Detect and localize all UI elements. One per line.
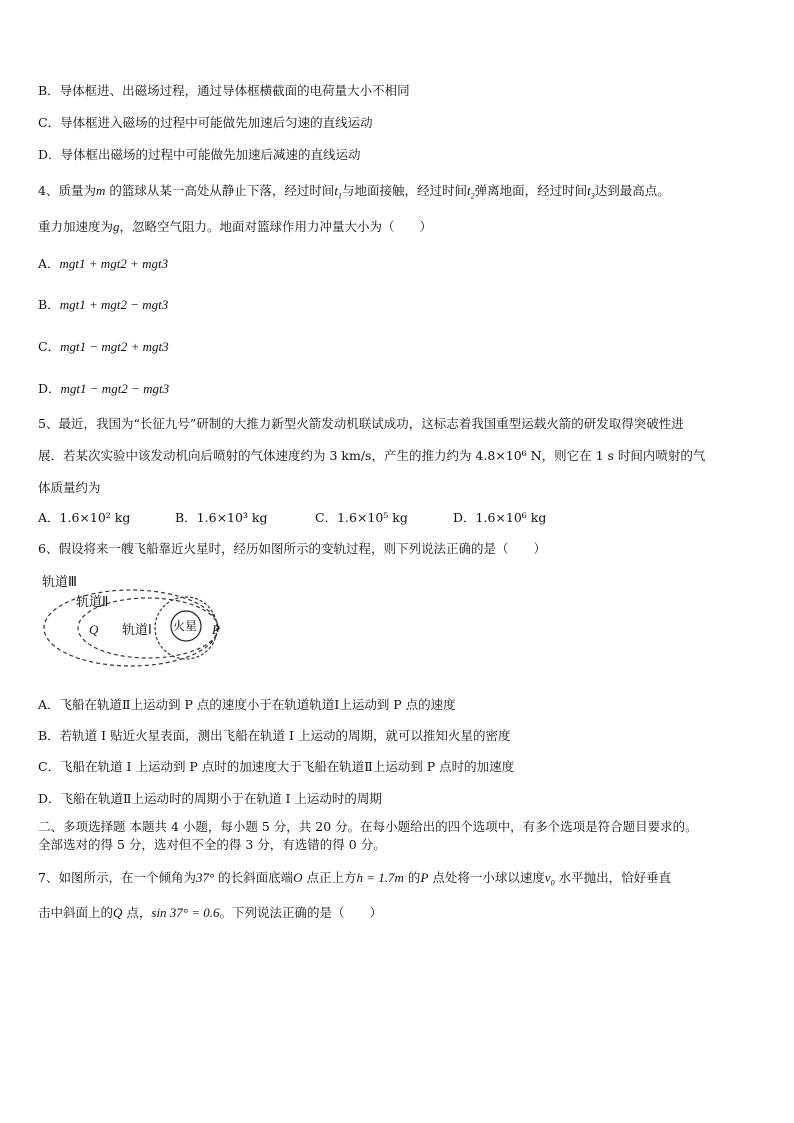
q6-option-c: C．飞船在轨道 I 上运动到 P 点时的加速度大于飞船在轨道Ⅱ上运动到 P 点时的加速度 xyxy=(38,759,515,774)
point-q-label: Q xyxy=(89,622,99,637)
q5-stem-line1: 5、最近，我国为“长征九号”研制的大推力新型火箭发动机联试成功，这标志着我国重型运载火箭的研发取得突破性进 xyxy=(38,416,684,431)
point-p-label: P xyxy=(212,622,220,637)
q7-stem-line2: 击中斜面上的Q 点，sin 37° = 0.6。下列说法正确的是（ ） xyxy=(38,905,383,920)
section2-intro-line1: 二、多项选择题 本题共 4 小题，每小题 5 分，共 20 分。在每小题给出的四个选项中，有多个选项是符合题目要求的。 xyxy=(38,819,698,834)
q5-stem-line2: 展．若某次实验中该发动机向后喷射的气体速度约为 3 km/s，产生的推力约为 4.8×10⁶ N，则它在 1 s 时间内喷射的气 xyxy=(38,448,706,463)
q7-stem-line1: 7、如图所示，在一个倾角为37° 的长斜面底端O 点正上方h = 1.7m 的P 点处将一小球以速度$v_0$ 水平抛出，恰好垂直 xyxy=(38,870,672,888)
orbit-3-label: 轨道Ⅲ xyxy=(42,575,77,590)
q3-option-b: B．导体框进、出磁场过程，通过导体框横截面的电荷量大小不相同 xyxy=(38,83,410,98)
section2-intro-line2: 全部选对的得 5 分，选对但不全的得 3 分，有选错的得 0 分。 xyxy=(38,837,386,852)
orbit-2-label: 轨道Ⅱ xyxy=(76,595,109,610)
planet-label: 火星 xyxy=(173,619,198,633)
q5-option-b: B．1.6×10³ kg xyxy=(175,510,268,525)
q4-option-d: D．mgt1 − mgt2 − mgt3 xyxy=(38,381,170,396)
q5-options xyxy=(38,510,546,526)
q6-stem: 6、假设将来一艘飞船靠近火星时，经历如图所示的变轨过程，则下列说法正确的是（ ） xyxy=(38,541,546,556)
q6-option-a: A．飞船在轨道Ⅱ上运动到 P 点的速度小于在轨道轨道Ⅰ上运动到 P 点的速度 xyxy=(38,697,456,712)
q6-option-d: D．飞船在轨道Ⅱ上运动时的周期小于在轨道 I 上运动时的周期 xyxy=(38,791,382,806)
q3-option-d: D．导体框出磁场的过程中可能做先加速后减速的直线运动 xyxy=(38,147,361,162)
q5-stem-line3: 体质量约为 xyxy=(38,480,101,495)
q5-option-c: C．1.6×10⁵ kg xyxy=(315,510,408,525)
q4-option-c: C．mgt1 − mgt2 + mgt3 xyxy=(38,339,169,354)
q4-stem-line1: 4、质量为m 的篮球从某一高处从静止下落，经过时间$t_1$与地面接触，经过时间$t_2$弹离地面，经过时间$t_3$达到最高点。 xyxy=(38,183,670,201)
q5-option-d: D．1.6×10⁶ kg xyxy=(453,510,547,525)
q4-option-a: A．mgt1 + mgt2 + mgt3 xyxy=(38,256,169,271)
q5-option-a: A．1.6×10² kg xyxy=(38,510,131,525)
orbit-1-label: 轨道Ⅰ xyxy=(122,623,152,638)
orbit-diagram xyxy=(36,570,226,680)
q6-option-b: B．若轨道 I 贴近火星表面，测出飞船在轨道 I 上运动的周期，就可以推知火星的密度 xyxy=(38,728,511,743)
q3-option-c: C．导体框进入磁场的过程中可能做先加速后匀速的直线运动 xyxy=(38,115,373,130)
q4-option-b: B．mgt1 + mgt2 − mgt3 xyxy=(38,297,169,312)
q4-stem-line2: 重力加速度为g，忽略空气阻力。地面对篮球作用力冲量大小为（ ） xyxy=(38,219,433,234)
